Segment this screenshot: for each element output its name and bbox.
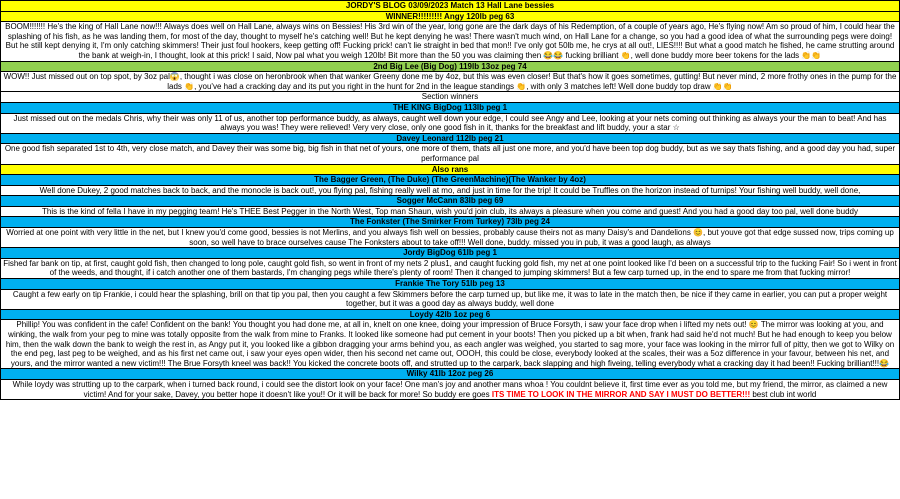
second-heading[interactable]: 2nd Big Lee (Big Dog) 119lb 13oz peg 74 — [1, 61, 900, 72]
section-heading-row — [1, 133, 900, 144]
angler-heading[interactable]: The Fonkster (The Smirker From Turkey) 73lb peg 24 — [1, 217, 900, 228]
section-winners-label[interactable]: Section winners — [1, 92, 900, 103]
angler-text[interactable]: Phillip! You was confident in the cafe! Confident on the bank! You thought you had done me, at all in, knelt on one knee, doing your impression of Bruce Forsyth, i saw your face drop when i lifted my nets out! 😊 The mirror was looking at you, and winking, the walk from your peg to mine was totally opposite from the walk from mine to Franks. It looked like someone had put cement in your boots! Then you picked up a bit when, frank had said he'd not much! But he had enough to keep you below him, then the walk down the bank to weigh the rest in, as Angy put it, you looked like a gibbon dragging your arms behind you, as each angler was weighed, you started to sag more, your face was looking in the mirror full of pitty, then we got to Wilky on the end peg, last peg to be weighed, and as his first net came out, i saw your eyes open wider, then his second net came out, OOOH, this could be close, everybody looked at the scales, their was a 5oz difference in your favour, between his net, and yours, and the mirror wanted a new victim!!! The Brue Forsyth kneel was back!! You kicked the concrete boots off, and strutted up to the carpark, back slapping and high fiveing, telling everybody what a cracking day it had been!! Fucking brilliant!!!😂 — [1, 320, 900, 369]
angler-heading[interactable]: Loydy 42lb 1oz peg 6 — [1, 309, 900, 320]
angler-heading-row — [1, 248, 900, 259]
second-heading-row — [1, 61, 900, 72]
also-rans-label[interactable]: Also rans — [1, 164, 900, 175]
section-text-row — [1, 144, 900, 164]
angler-text: While loydy was strutting up to the carpark, when i turned back round, i could see the distort look on your face! One man's joy and another mans whoa ! You couldnt believe it, first time ever as you told me, but my friend, the mirror, as claimed a new victim! And for your sake, Davey, you better hope it doesn't like you!! Or it will be back for more! So buddy ere goes — [12, 379, 888, 399]
angler-text-tail: best club int world — [752, 389, 817, 399]
angler-heading-row — [1, 217, 900, 228]
blog-title[interactable]: JORDY'S BLOG 03/09/2023 Match 13 Hall Lane bessies — [1, 1, 900, 12]
angler-text-row — [1, 258, 900, 278]
section-heading-row — [1, 102, 900, 113]
winner-heading[interactable]: WINNER!!!!!!!!! Angy 120lb peg 63 — [1, 11, 900, 22]
winner-heading-row — [1, 11, 900, 22]
title-row — [1, 1, 900, 12]
also-rans-label-row — [1, 164, 900, 175]
winner-text[interactable]: BOOM!!!!!!! He's the king of Hall Lane now!!! Always does well on Hall Lane, always wins on Bessies! His 3rd win of the year, long gone are the dark days of his Redemption, of a couple of years ago, He's flying now! Am so proud of him, I could hear the splashing of his fish, as he was landing them, for most of the day, thought to myself he's catching well! But he kept denying he was! There wasn't much wind, on Hall Lane for a change, so you had a good idea of what the surrounding pegs were doing! But he still kept denying it, I'm only catching skimmers! Their just foul hookers, keep getting off! Fucking prick! can't lie straight in bed that mon!! I've only got 50lb me, he crys at all out!, LIES!!!! But what a good match he fished, he came strutting around the bank at weigh-in, I thought, look at this prick! I said, Now pal what you weigh 120lb! Bit more than the 50 you was claiming then 😂😂 fucking brilliant 👏, well done buddy more beer tokens for the lads 👏👏 — [1, 22, 900, 61]
angler-heading[interactable]: Wilky 41lb 12oz peg 26 — [1, 369, 900, 380]
angler-text-row — [1, 320, 900, 369]
angler-heading[interactable]: Sogger McCann 83lb peg 69 — [1, 196, 900, 207]
mirror-slogan: ITS TIME TO LOOK IN THE MIRROR AND SAY I MUST DO BETTER!!! — [491, 389, 751, 399]
angler-text-row — [1, 185, 900, 196]
angler-text[interactable]: This is the kind of fella I have in my pegging team! He's THEE Best Pegger in the North West, Top man Shaun, wish you'd join club, its always a pleasure when you come and guest! And you had a good day too pal, well done buddy — [1, 206, 900, 217]
section-winner-heading[interactable]: Davey Leonard 112lb peg 21 — [1, 133, 900, 144]
section-label-row — [1, 92, 900, 103]
angler-heading-row — [1, 196, 900, 207]
angler-text[interactable]: Caught a few early on tip Frankie, i could hear the splashing, brill on that tip you pal, then you caught a few Skimmers before the carp turned up, but like me, it was to late in the match then, be nice if they came in earlier, you can put a proper weight together, but it was a good day as always buddy, well done — [1, 289, 900, 309]
angler-text-row — [1, 228, 900, 248]
section-winner-text[interactable]: One good fish separated 1st to 4th, very close match, and Davey their was some big, big fish in that net of yours, one more of them, thats all just one more, and you'd have been top dog buddy, but as we say thats fishing, and a good day you had, super performance pal — [1, 144, 900, 164]
angler-heading-row — [1, 279, 900, 290]
angler-heading[interactable]: Frankie The Tory 51lb peg 13 — [1, 279, 900, 290]
angler-heading[interactable]: Jordy BigDog 61lb peg 1 — [1, 248, 900, 259]
angler-text[interactable]: Well done Dukey, 2 good matches back to back, and the monocle is back out!, you flying pal, fishing really well at mo, and just in time for the trip! It could be Truffles on the horizon instead of turnips! Your fishing well buddy, well done, — [1, 185, 900, 196]
angler-text-cell[interactable] — [1, 379, 900, 399]
section-winner-heading[interactable]: THE KING BigDog 113lb peg 1 — [1, 102, 900, 113]
section-text-row — [1, 113, 900, 133]
angler-heading-row — [1, 369, 900, 380]
angler-text-row — [1, 289, 900, 309]
section-winner-text[interactable]: Just missed out on the medals Chris, why their was only 11 of us, another top performance buddy, as always, caught well down your edge, I could see Angy and Lee, looking at your nets coming out thinking as always your the man to beat! And has always you was! They were relieved! Very very close, only one good fish in it, thanks for the breakfast and lift buddy, your a star ☆ — [1, 113, 900, 133]
angler-text-row — [1, 206, 900, 217]
angler-heading-row — [1, 309, 900, 320]
second-text[interactable]: WOW!! Just missed out on top spot, by 3oz pal😱, thought i was close on heronbrook when that wanker Greeny done me by 4oz, but this was even closer! But that's how it goes sometimes, gutting! But never mind, 2 more frothy ones in the pump for the lads 👏, you've had a cracking day and its put you right in the hunt for 2nd in the league standings 👏, with only 3 matches left! Well done buddy top draw 👏👏 — [1, 72, 900, 92]
angler-text-row — [1, 379, 900, 399]
angler-text[interactable]: Fished far bank on tip, at first, caught gold fish, then changed to long pole, caught gold fish, so went in front of my nets 2 plus1, and caught fucking gold fish, my net at one point looked like I'd been on a successful trip to the fucking Fair! So i went in front of the weeds, and thought, if i catch another one of them bastards, I'm changing pegs while there's plenty of room! Then it changed to jumping skimmers! But a few carp turned up, in the end to spare me from that fucking mirror! — [1, 258, 900, 278]
winner-text-row — [1, 22, 900, 61]
angler-heading-row — [1, 175, 900, 186]
second-text-row — [1, 72, 900, 92]
angler-heading[interactable]: The Bagger Green, (The Duke) (The GreenMachine)(The Wanker by 4oz) — [1, 175, 900, 186]
angler-text[interactable]: Worried at one point with very little in the net, but I knew you'd come good, bessies is not Merlins, and you always fish well on bessies, probably cause theirs not as many Daisy's and Dandelions 😊, but youve got that edge sussed now, trips coming up soon, so well have to brace ourselves cause The Fonksters about to take off!!! Well done, buddy. missed you in pub, it was a good laugh, as always — [1, 228, 900, 248]
